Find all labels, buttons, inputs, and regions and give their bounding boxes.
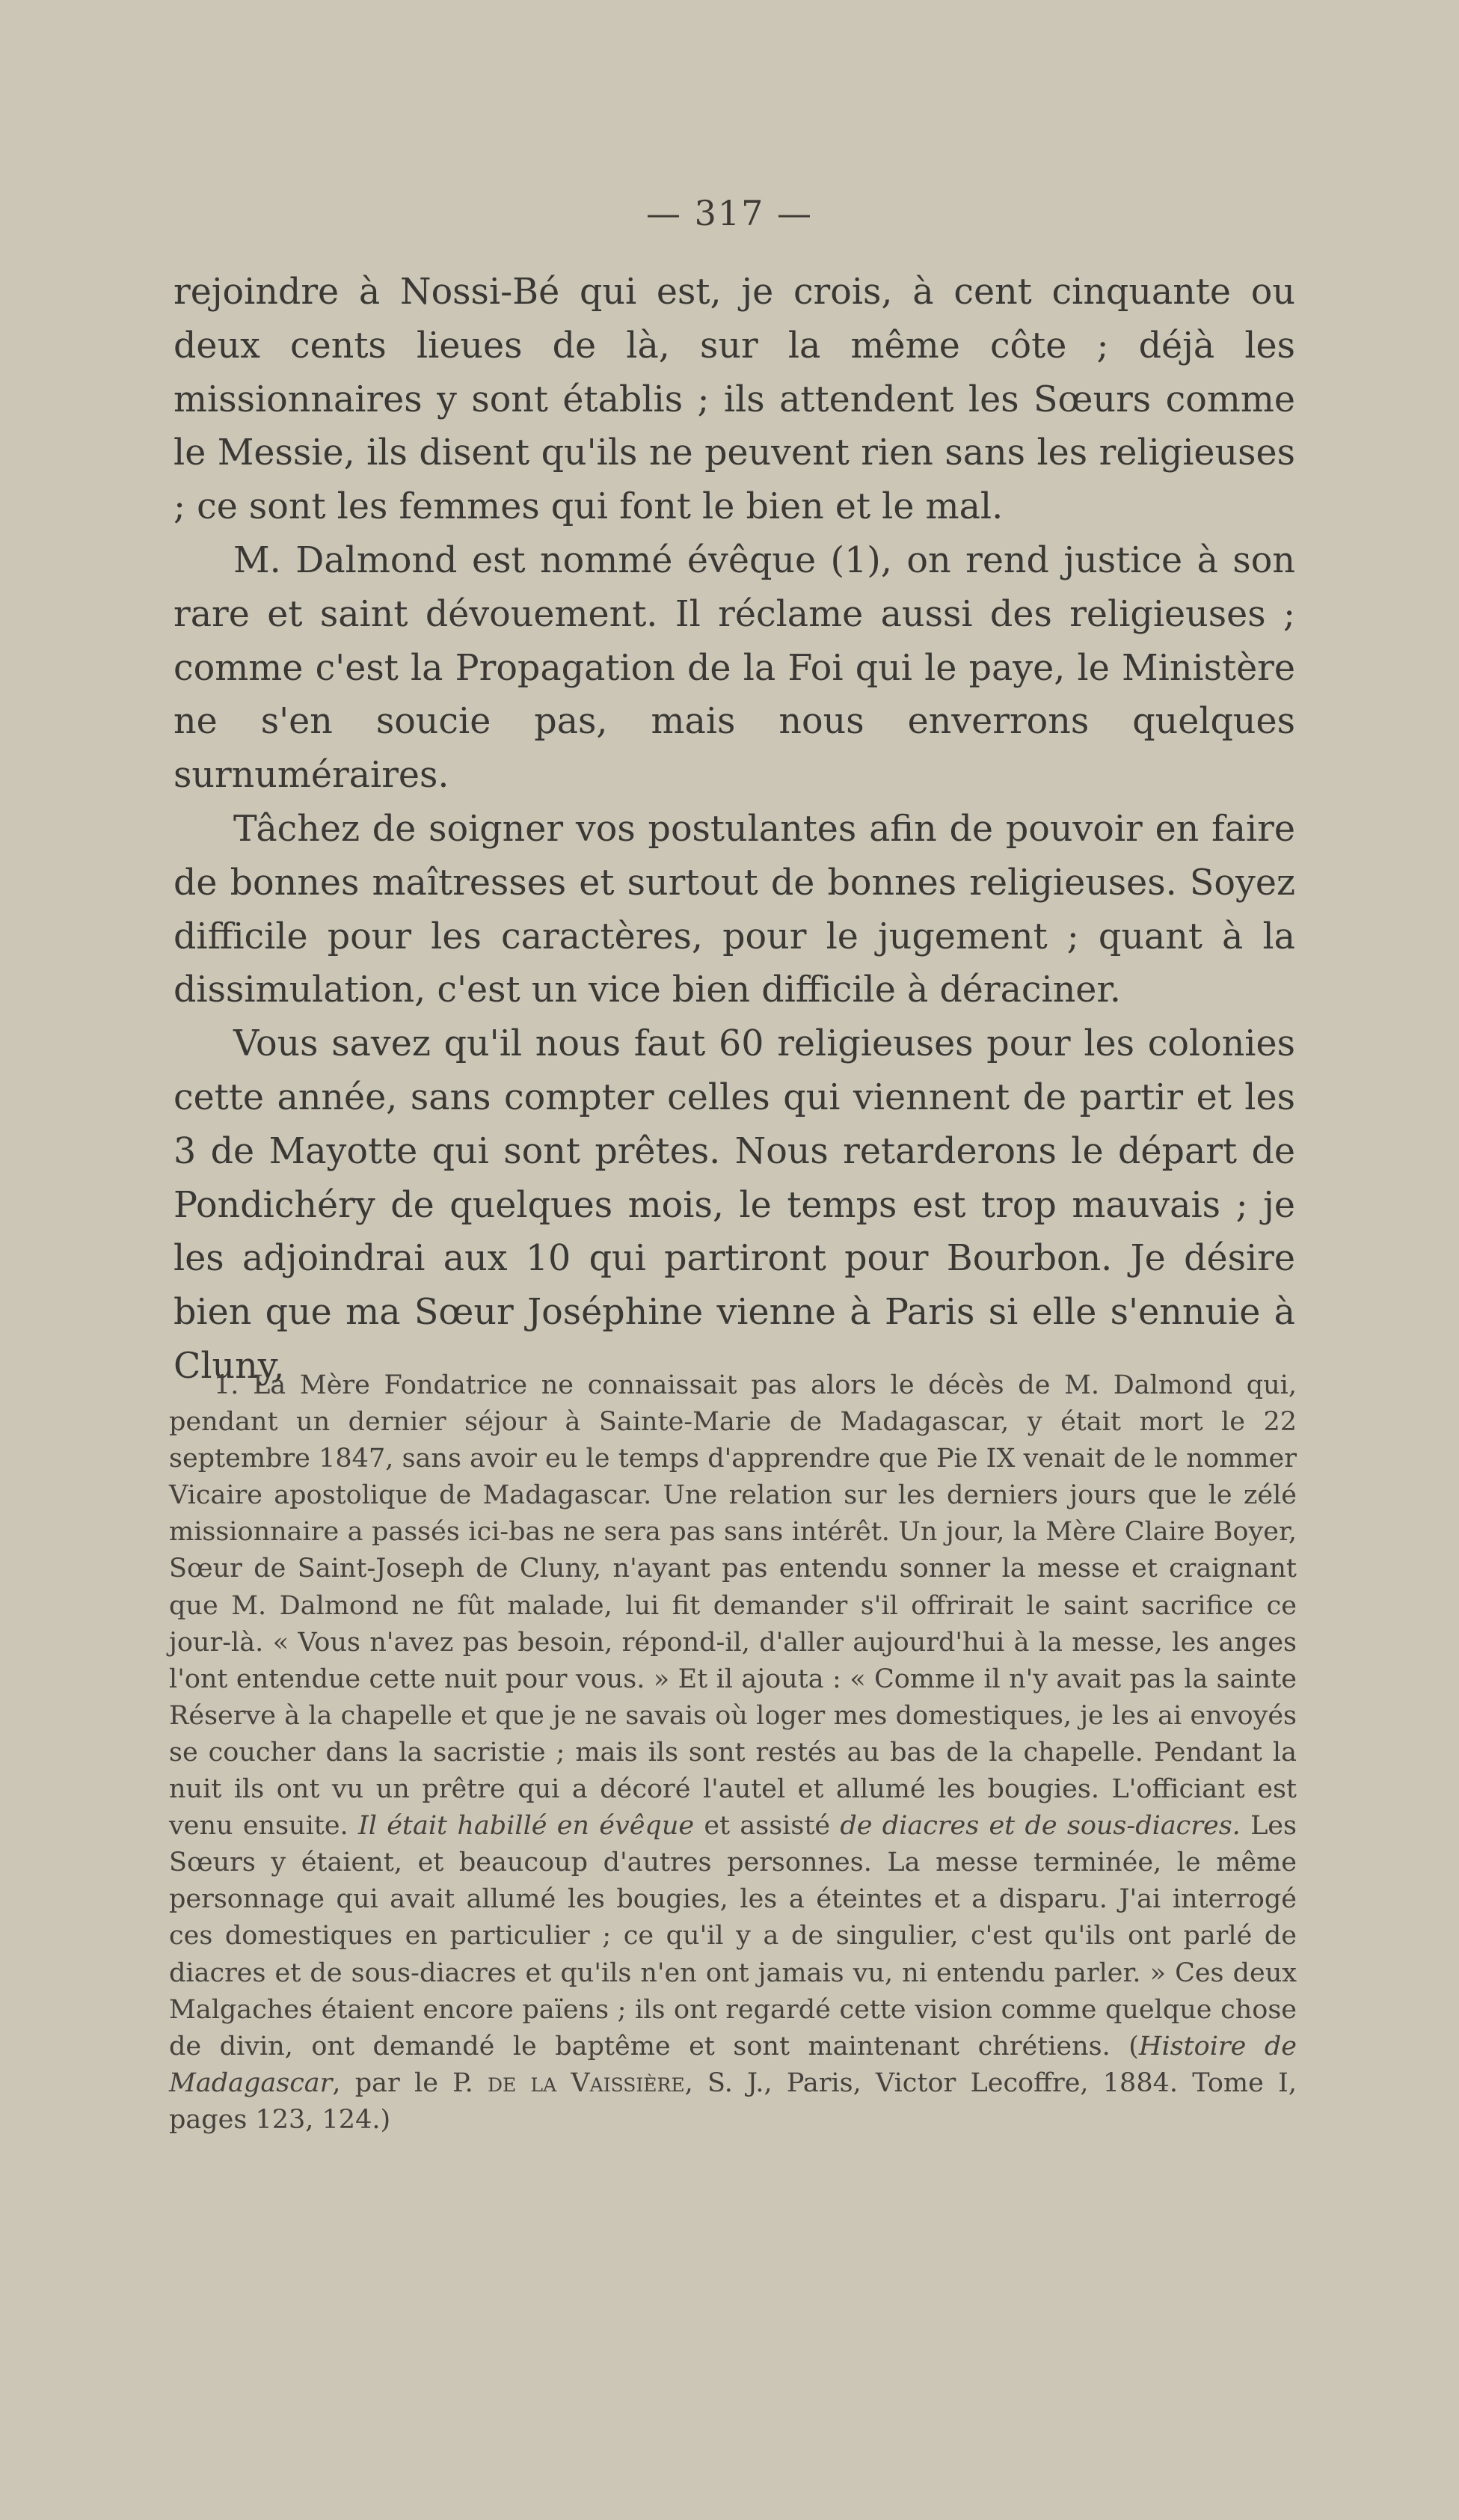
- footnote-text: , S. J., Paris, Victor Lecoffre, 1884. Tome I, pages 123, 124.): [169, 2067, 1297, 2135]
- footnote-text: , par le P.: [332, 2067, 488, 2098]
- footnote-italic: Il était habillé en évêque: [357, 1811, 695, 1842]
- paragraph: Tâchez de soigner vos postulantes afin de pouvoir en faire de bonnes maîtresses et surtout de bonnes religieuses. Soyez difficile pour les caractères, pour le jugement ; quant à la dissimulation, c'est un vice bien difficile à déraciner.: [173, 808, 1295, 1011]
- footnote-italic: de diacres et de sous-diacres.: [840, 1811, 1241, 1842]
- footnote-author: de la Vaissière: [487, 2067, 685, 2098]
- paragraph: Vous savez qu'il nous faut 60 religieuses pour les colonies cette année, sans compter celles qui viennent de partir et les 3 de Mayotte qui sont prêtes. Nous retarderons le départ de Pondichéry de quelques mois, le temps est trop mauvais ; je les adjoindrai aux 10 qui partiront pour Bourbon. Je désire bien que ma Sœur Joséphine vienne à Paris si elle s'ennuie à Cluny,: [173, 1023, 1295, 1387]
- paragraph: M. Dalmond est nommé évêque (1), on rend justice à son rare et saint dévouement. Il réclame aussi des religieuses ; comme c'est la Propagation de la Foi qui le paye, le Ministère ne s'en soucie pas, mais nous enverrons quelques surnuméraires.: [173, 539, 1295, 797]
- main-text: [173, 266, 1295, 1394]
- footnote: [169, 1367, 1297, 2139]
- footnote-book-title: Histoire de Madagascar: [169, 2031, 1297, 2098]
- page-number: — 317 —: [645, 193, 814, 233]
- footnote-paragraph: [169, 1367, 1297, 2139]
- paragraph: rejoindre à Nossi-Bé qui est, je crois, à cent cinquante ou deux cents lieues de là, sur la même côte ; déjà les missionnaires y sont établis ; ils attendent les Sœurs comme le Messie, ils disent qu'ils ne peuvent rien sans les religieuses ; ce sont les femmes qui font le bien et le mal.: [173, 272, 1295, 528]
- footnote-text: Les Sœurs y étaient, et beaucoup d'autres personnes. La messe terminée, le même personnage qui avait allumé les bougies, les a éteintes et a disparu. J'ai interrogé ces domestiques en particulier ; ce qu'il y a de singulier, c'est qu'ils ont parlé de diacres et de sous-diacres et qu'ils n'en ont jamais vu, ni entendu parler. » Ces deux Malgaches étaient encore païens ; ils ont regardé cette vision comme quelque chose de divin, ont demandé le baptême et sont maintenant chrétiens. (: [169, 1811, 1297, 2061]
- footnote-text: et assisté: [694, 1811, 841, 1842]
- footnote-text: 1. La Mère Fondatrice ne connaissait pas alors le décès de M. Dalmond qui, pendant un dernier séjour à Sainte-Marie de Madagascar, y était mort le 22 septembre 1847, sans avoir eu le temps d'apprendre que Pie IX venait de le nommer Vicaire apostolique de Madagascar. Une relation sur les derniers jours que le zélé missionnaire a passés ici-bas ne sera pas sans intérêt. Un jour, la Mère Claire Boyer, Sœur de Saint-Joseph de Cluny, n'ayant pas entendu sonner la messe et craignant que M. Dalmond ne fût malade, lui fit demander s'il offrirait le saint sacrifice ce jour-là. « Vous n'avez pas besoin, répond-il, d'aller aujourd'hui à la messe, les anges l'ont entendue cette nuit pour vous. » Et il ajouta : « Comme il n'y avait pas la sainte Réserve à la chapelle et que je ne savais où loger mes domestiques, je les ai envoyés se coucher dans la sacristie ; mais ils sont restés au bas de la chapelle. Pendant la nuit ils ont vu un prêtre qui a décoré l'autel et allumé les bougies. L'officiant est venu ensuite.: [169, 1370, 1297, 1842]
